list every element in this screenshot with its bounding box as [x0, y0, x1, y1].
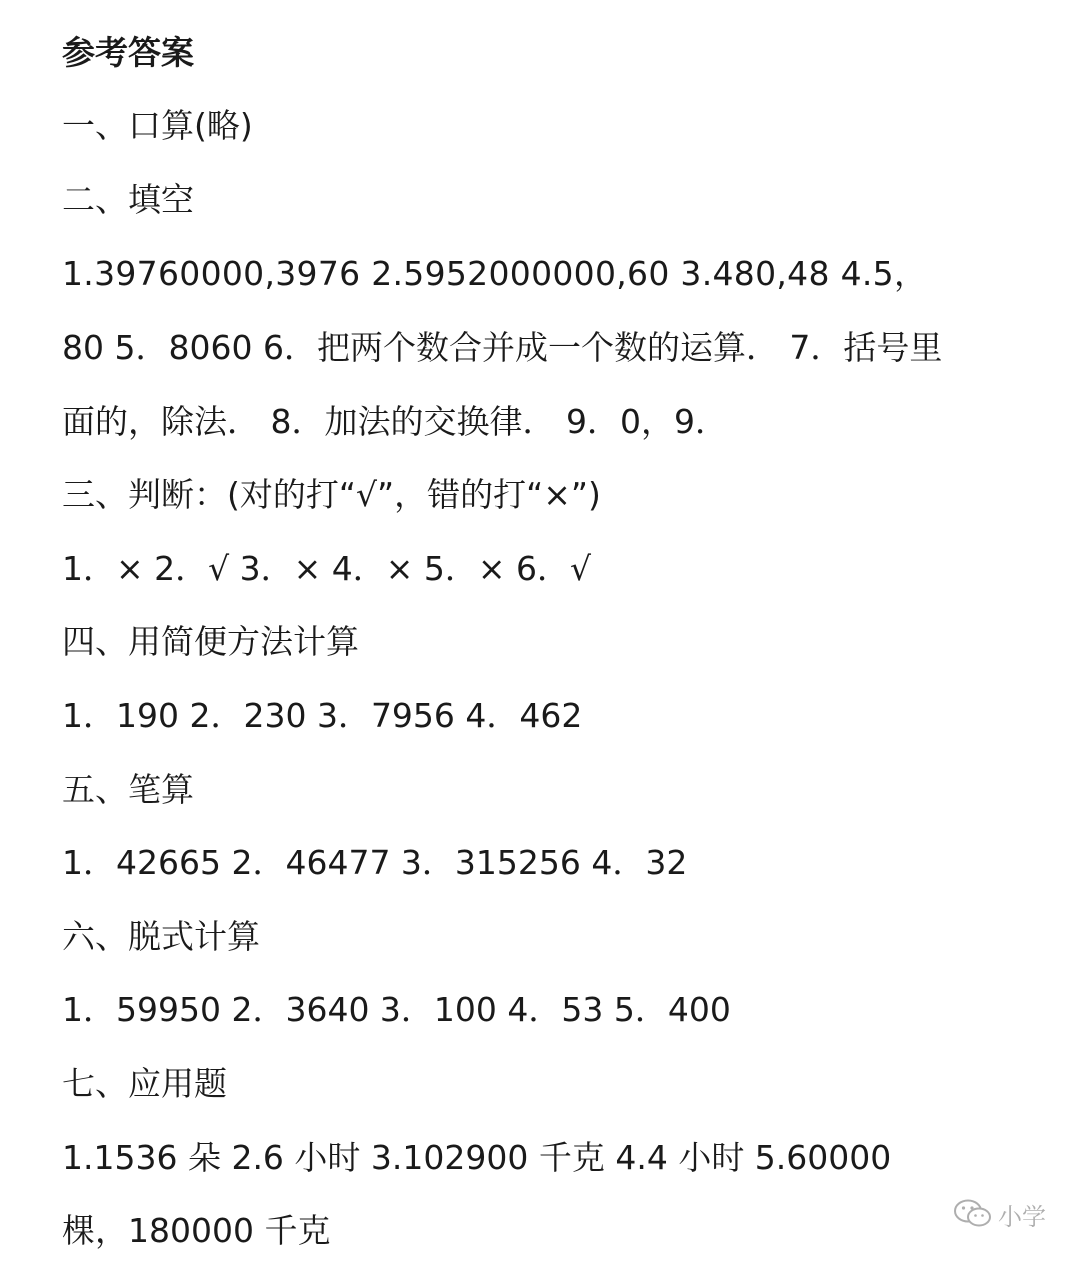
section-2-heading: 二、填空 — [62, 180, 194, 219]
section-4-answers: 1．190 2．230 3．7956 4．462 — [62, 696, 583, 735]
watermark — [952, 1196, 1046, 1232]
section-1-heading: 一、口算(略) — [62, 106, 253, 145]
section-2-line-3: 面的，除法． 8．加法的交换律． 9．0，9． — [62, 402, 728, 441]
section-2-line-2: 80 5．8060 6．把两个数合并成一个数的运算． 7．括号里 — [62, 328, 943, 367]
section-6-answers: 1．59950 2．3640 3．100 4．53 5．400 — [62, 990, 731, 1029]
section-7-line-1: 1.1536 朵 2.6 小时 3.102900 千克 4.4 小时 5.60000 — [62, 1138, 892, 1177]
section-7-line-2: 棵，180000 千克 — [62, 1211, 331, 1250]
section-4-heading: 四、用简便方法计算 — [62, 622, 359, 661]
section-3-answers: 1．× 2．√ 3．× 4．× 5．× 6．√ — [62, 549, 592, 588]
wechat-icon — [952, 1198, 994, 1230]
section-6-heading: 六、脱式计算 — [62, 917, 260, 956]
section-5-answers: 1．42665 2．46477 3．315256 4．32 — [62, 843, 688, 882]
section-7-heading: 七、应用题 — [62, 1064, 227, 1103]
page-title: 参考答案 — [62, 33, 194, 72]
section-3-heading: 三、判断：(对的打“√”，错的打“×”) — [62, 475, 601, 514]
section-2-line-1: 1.39760000,3976 2.5952000000,60 3.480,48 4.5， — [62, 254, 928, 293]
section-5-heading: 五、笔算 — [62, 770, 194, 809]
watermark-text: 小学 — [998, 1202, 1046, 1231]
